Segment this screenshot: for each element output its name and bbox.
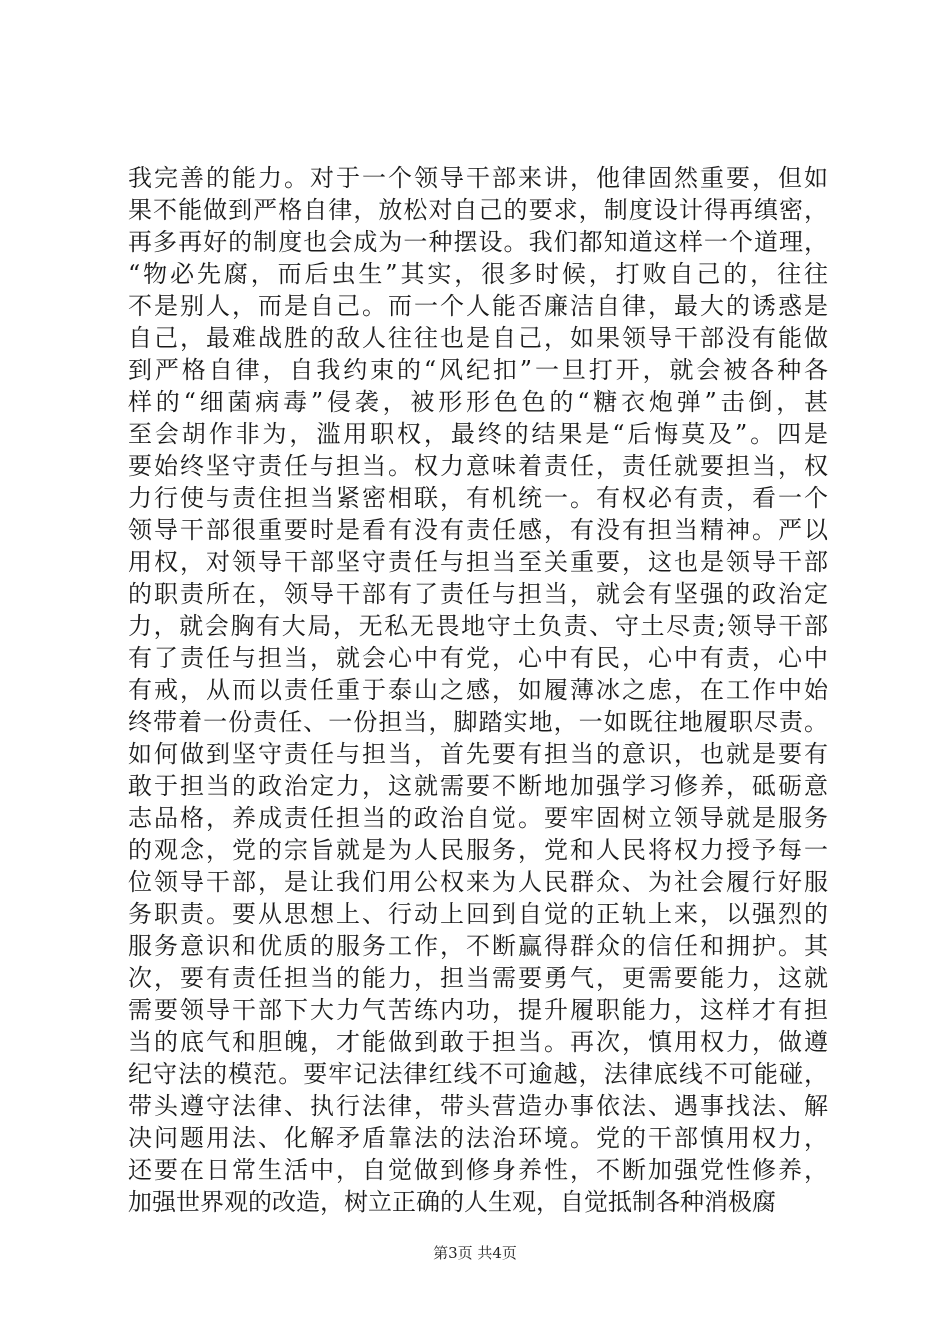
text-line: 有了责任与担当，就会心中有党，心中有民，心中有责，心中	[128, 644, 828, 672]
text-line: 有戒，从而以责任重于泰山之感，如履薄冰之虑，在工作中始	[128, 676, 828, 704]
text-line: 务职责。要从思想上、行动上回到自觉的正轨上来，以强烈的	[128, 900, 828, 928]
text-line: 如何做到坚守责任与担当，首先要有担当的意识，也就是要有	[128, 740, 828, 768]
text-line: 带头遵守法律、执行法律，带头营造办事依法、遇事找法、解	[128, 1092, 828, 1120]
text-line: 纪守法的模范。要牢记法律红线不可逾越，法律底线不可能碰，	[128, 1060, 828, 1088]
text-line: 还要在日常生活中，自觉做到修身养性，不断加强党性修养，	[128, 1156, 828, 1184]
text-line: 的职责所在，领导干部有了责任与担当，就会有坚强的政治定	[128, 580, 828, 608]
text-line: 我完善的能力。对于一个领导干部来讲，他律固然重要，但如	[128, 164, 828, 192]
text-line: “物必先腐，而后虫生”其实，很多时候，打败自己的，往往	[128, 260, 828, 288]
text-line: 终带着一份责任、一份担当，脚踏实地，一如既往地履职尽责。	[128, 708, 828, 736]
body-text	[128, 162, 828, 1218]
text-line: 自己，最难战胜的敌人往往也是自己，如果领导干部没有能做	[128, 324, 828, 352]
text-line: 志品格，养成责任担当的政治自觉。要牢固树立领导就是服务	[128, 804, 828, 832]
text-line: 到严格自律，自我约束的“风纪扣”一旦打开，就会被各种各	[128, 356, 828, 384]
text-line: 力，就会胸有大局，无私无畏地守土负责、守土尽责;领导干部	[128, 612, 828, 640]
text-line: 敢于担当的政治定力，这就需要不断地加强学习修养，砥砺意	[128, 772, 828, 800]
text-line: 当的底气和胆魄，才能做到敢于担当。再次，慎用权力，做遵	[128, 1028, 828, 1056]
text-line: 决问题用法、化解矛盾靠法的法治环境。党的干部慎用权力，	[128, 1124, 828, 1152]
text-line: 再多再好的制度也会成为一种摆设。我们都知道这样一个道理，	[128, 228, 828, 256]
text-line: 领导干部很重要时是看有没有责任感，有没有担当精神。严以	[128, 516, 828, 544]
text-line: 服务意识和优质的服务工作，不断赢得群众的信任和拥护。其	[128, 932, 828, 960]
text-line: 不是别人，而是自己。而一个人能否廉洁自律，最大的诱惑是	[128, 292, 828, 320]
page-footer: 第3页 共4页	[433, 1244, 517, 1262]
text-line: 力行使与责住担当紧密相联，有机统一。有权必有责，看一个	[128, 484, 828, 512]
text-line: 样的“细菌病毒”侵袭，被形形色色的“糖衣炮弹”击倒，甚	[128, 388, 828, 416]
text-line: 位领导干部，是让我们用公权来为人民群众、为社会履行好服	[128, 868, 828, 896]
text-line: 次，要有责任担当的能力，担当需要勇气，更需要能力，这就	[128, 964, 828, 992]
text-line: 用权，对领导干部坚守责任与担当至关重要，这也是领导干部	[128, 548, 828, 576]
text-line: 至会胡作非为，滥用职权，最终的结果是“后悔莫及”。四是	[128, 420, 828, 448]
text-line: 加强世界观的改造，树立正确的人生观，自觉抵制各种消极腐	[128, 1188, 776, 1216]
text-line: 果不能做到严格自律，放松对自己的要求，制度设计得再缜密，	[128, 196, 828, 224]
text-line: 要始终坚守责任与担当。权力意味着责任，责任就要担当，权	[128, 452, 828, 480]
text-line: 的观念，党的宗旨就是为人民服务，党和人民将权力授予每一	[128, 836, 828, 864]
text-line: 需要领导干部下大力气苦练内功，提升履职能力，这样才有担	[128, 996, 828, 1024]
